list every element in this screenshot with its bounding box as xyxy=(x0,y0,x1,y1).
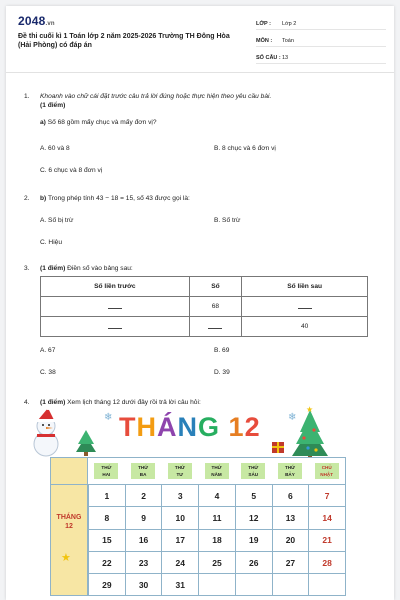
answer-blank[interactable] xyxy=(208,322,222,329)
calendar-day: 14 xyxy=(308,506,345,528)
question-text: b) Trong phép tính 43 − 18 = 15, số 43 được gọi là: xyxy=(40,195,190,202)
snowman-icon xyxy=(34,406,58,456)
table-header: Số liền sau xyxy=(242,277,368,297)
calendar-day: 21 xyxy=(308,529,345,551)
question-number: 2. xyxy=(24,195,30,202)
points-label: (1 điểm) xyxy=(40,102,66,109)
option-c[interactable]: C. Hiệu xyxy=(40,239,62,246)
calendar-day: 3 xyxy=(161,484,198,506)
calendar-day: 30 xyxy=(125,573,162,595)
option-b[interactable]: B. 8 chục và 6 đơn vị xyxy=(214,145,276,152)
calendar-day: 27 xyxy=(272,551,309,573)
calendar-day: 26 xyxy=(235,551,272,573)
option-b[interactable]: B. 69 xyxy=(214,347,230,354)
month-label: THÁNG 12 xyxy=(56,514,82,530)
calendar-day: 8 xyxy=(88,506,125,528)
question-number: 4. xyxy=(24,399,30,406)
meta-row-class: LỚP : Lớp 2 xyxy=(256,18,386,30)
document-page xyxy=(6,6,394,600)
calendar-day xyxy=(272,573,309,595)
month-label-panel xyxy=(51,484,88,595)
table-cell: 40 xyxy=(242,317,368,337)
gift-icon xyxy=(272,442,284,453)
christmas-tree-icon xyxy=(292,406,328,461)
calendar-day: 7 xyxy=(308,484,345,506)
question-text: (1 điểm) Xem lịch tháng 12 dưới đây rồi trả lời câu hỏi: xyxy=(40,399,201,406)
calendar-day: 25 xyxy=(198,551,235,573)
answer-blank[interactable] xyxy=(108,302,122,309)
weekday-sat: THỨ BẢY xyxy=(272,458,309,484)
option-c[interactable]: C. 6 chục và 8 đơn vị xyxy=(40,167,103,174)
site-logo[interactable]: 2048.vn xyxy=(18,14,55,28)
calendar-day: 22 xyxy=(88,551,125,573)
meta-row-subject: MÔN : Toán xyxy=(256,35,386,47)
calendar-grid xyxy=(50,457,346,596)
question-text: a) Số 68 gồm mấy chục và mấy đơn vị? xyxy=(40,119,157,126)
document-title: Đề thi cuối kì 1 Toán lớp 2 năm 2025-2026 Trường TH Đông Hòa (Hải Phòng) có đáp án xyxy=(18,33,230,49)
question-text: (1 điểm) Điền số vào bảng sau: xyxy=(40,265,133,272)
option-a[interactable]: A. 67 xyxy=(40,347,56,354)
calendar-day: 28 xyxy=(308,551,345,573)
weekday-tue: THỨ BA xyxy=(125,458,162,484)
weekday-fri: THỨ SÁU xyxy=(235,458,272,484)
weekday-mon: THỨ HAI xyxy=(88,458,125,484)
weekday-thu: THỨ NĂM xyxy=(198,458,235,484)
calendar-title: THÁNG 12 xyxy=(119,412,261,442)
calendar-day: 15 xyxy=(88,529,125,551)
calendar-day: 11 xyxy=(198,506,235,528)
calendar-day: 5 xyxy=(235,484,272,506)
document-header xyxy=(6,6,394,73)
snowflake-icon: ❄ xyxy=(104,412,113,423)
calendar-days xyxy=(88,484,345,595)
calendar-header-row xyxy=(51,458,345,484)
calendar-day: 10 xyxy=(161,506,198,528)
calendar-day: 17 xyxy=(161,529,198,551)
number-table xyxy=(40,276,368,337)
answer-blank[interactable] xyxy=(108,322,122,329)
calendar-day: 19 xyxy=(235,529,272,551)
calendar-day: 18 xyxy=(198,529,235,551)
answer-blank[interactable] xyxy=(298,302,312,309)
calendar-day: 6 xyxy=(272,484,309,506)
table-row xyxy=(41,317,368,337)
calendar-day: 29 xyxy=(88,573,125,595)
calendar-day: 4 xyxy=(198,484,235,506)
calendar-day: 31 xyxy=(161,573,198,595)
option-a[interactable]: A. 60 và 8 xyxy=(40,145,70,152)
star-icon: ★ xyxy=(61,552,71,564)
document-meta xyxy=(256,18,386,69)
calendar-day: 2 xyxy=(125,484,162,506)
table-cell: 68 xyxy=(189,297,242,317)
calendar-day: 23 xyxy=(125,551,162,573)
christmas-tree-icon xyxy=(76,430,96,456)
calendar-day: 16 xyxy=(125,529,162,551)
december-calendar xyxy=(24,406,374,600)
option-c[interactable]: C. 38 xyxy=(40,369,56,376)
calendar-day: 1 xyxy=(88,484,125,506)
calendar-day: 13 xyxy=(272,506,309,528)
option-d[interactable]: D. 39 xyxy=(214,369,230,376)
table-row xyxy=(41,297,368,317)
weekday-sun: CHỦ NHẬT xyxy=(308,458,345,484)
option-a[interactable]: A. Số bị trừ xyxy=(40,217,74,224)
meta-row-count: SỐ CÂU : 13 xyxy=(256,52,386,64)
calendar-day xyxy=(198,573,235,595)
calendar-day: 12 xyxy=(235,506,272,528)
instruction-text: Khoanh vào chữ cái đặt trước câu trả lời đúng hoặc thực hiện theo yêu cầu bài. xyxy=(40,93,272,100)
calendar-day xyxy=(235,573,272,595)
question-number: 1. xyxy=(24,93,30,100)
question-number: 3. xyxy=(24,265,30,272)
calendar-day: 24 xyxy=(161,551,198,573)
svg-text:★: ★ xyxy=(306,406,314,414)
calendar-day xyxy=(308,573,345,595)
weekday-wed: THỨ TƯ xyxy=(161,458,198,484)
calendar-day: 9 xyxy=(125,506,162,528)
snowflake-icon: ❄ xyxy=(288,412,297,423)
option-b[interactable]: B. Số trừ xyxy=(214,217,241,224)
calendar-day: 20 xyxy=(272,529,309,551)
table-header: Số liền trước xyxy=(41,277,190,297)
table-header: Số xyxy=(189,277,242,297)
